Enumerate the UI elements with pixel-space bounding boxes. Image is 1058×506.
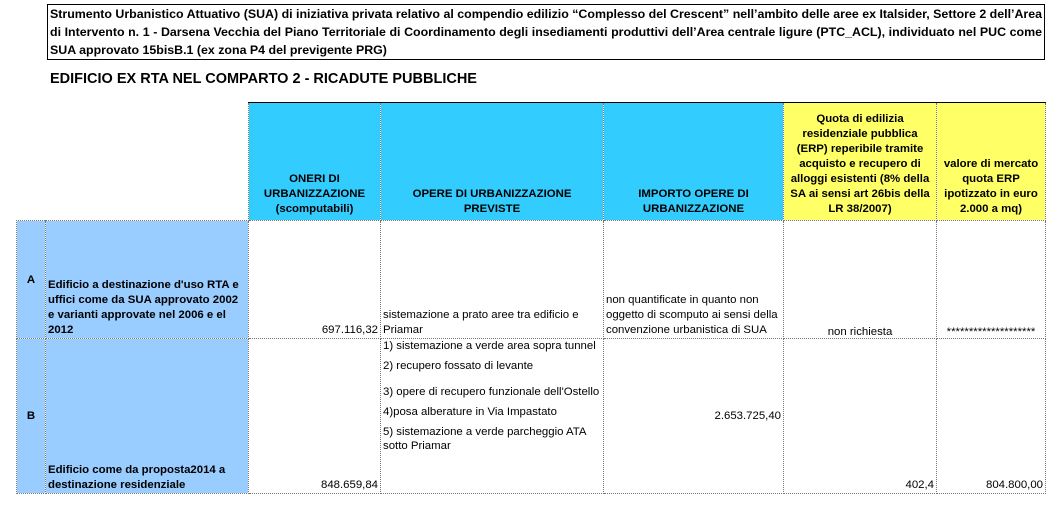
ricadute-table [16,102,1046,494]
empty-header-cell [17,103,46,221]
opere-item: 5) sistemazione a verde parcheggio ATA sotto Priamar [383,426,586,452]
header-quota-erp: Quota di edilizia residenziale pubblica (ERP) reperibile tramite acquisto e recupero di alloggi esistenti (8% della SA ai sensi art 26bis della LR 38/2007) [784,103,937,221]
header-valore-erp: valore di mercato quota ERP ipotizzato in euro 2.000 a mq) [937,103,1046,221]
opere-item: 4)posa alberature in Via Impastato [383,406,557,418]
header-oneri: ONERI DI URBANIZZAZIONE (scomputabili) [249,103,381,221]
row-letter: A [17,221,46,339]
row-importo: non quantificate in quanto non oggetto di scomputo ai sensi della convenzione urbanistica di SUA [604,221,784,339]
row-quota: 402,4 [784,339,937,494]
intro-box [47,4,1045,60]
opere-item: 3) opere di recupero funzionale dell'Ostello [383,386,600,398]
table-row [17,221,1046,339]
row-letter: B [17,339,46,494]
row-opere: sistemazione a prato aree tra edificio e Priamar [381,221,604,339]
header-row [17,103,1046,221]
row-oneri: 697.116,32 [249,221,381,339]
row-opere-list [381,339,604,494]
header-importo: IMPORTO OPERE DI URBANIZZAZIONE [604,103,784,221]
row-valore: ******************** [937,221,1046,339]
row-importo: 2.653.725,40 [604,339,784,494]
row-description: Edificio a destinazione d'uso RTA e uffici come da SUA approvato 2002 e varianti approvate nel 2006 e el 2012 [46,221,249,339]
page-subtitle: EDIFICIO EX RTA NEL COMPARTO 2 - RICADUTE PUBBLICHE [50,71,477,87]
empty-header-cell [46,103,249,221]
header-opere: OPERE DI URBANIZZAZIONE PREVISTE [381,103,604,221]
row-quota: non richiesta [784,221,937,339]
intro-text: Strumento Urbanistico Attuativo (SUA) di iniziativa privata relativo al compendio edilizio “Complesso del Crescent” nell’ambito delle aree ex Italsider, Settore 2 dell’Area di Intervento n. 1 - Darsena Vecchia del Piano Territoriale di Coordinamento degli insediamenti produttivi dell’Area centrale ligure (PTC_ACL), individuato nel PUC come SUA approvato 15bisB.1 (ex zona P4 del previgente PRG) [50,7,1042,57]
opere-item: 1) sistemazione a verde area sopra tunnel [383,340,596,352]
row-description: Edificio come da proposta2014 a destinazione residenziale [46,339,249,494]
row-oneri: 848.659,84 [249,339,381,494]
opere-item: 2) recupero fossato di levante [383,360,534,372]
row-valore: 804.800,00 [937,339,1046,494]
table-row [17,339,1046,494]
